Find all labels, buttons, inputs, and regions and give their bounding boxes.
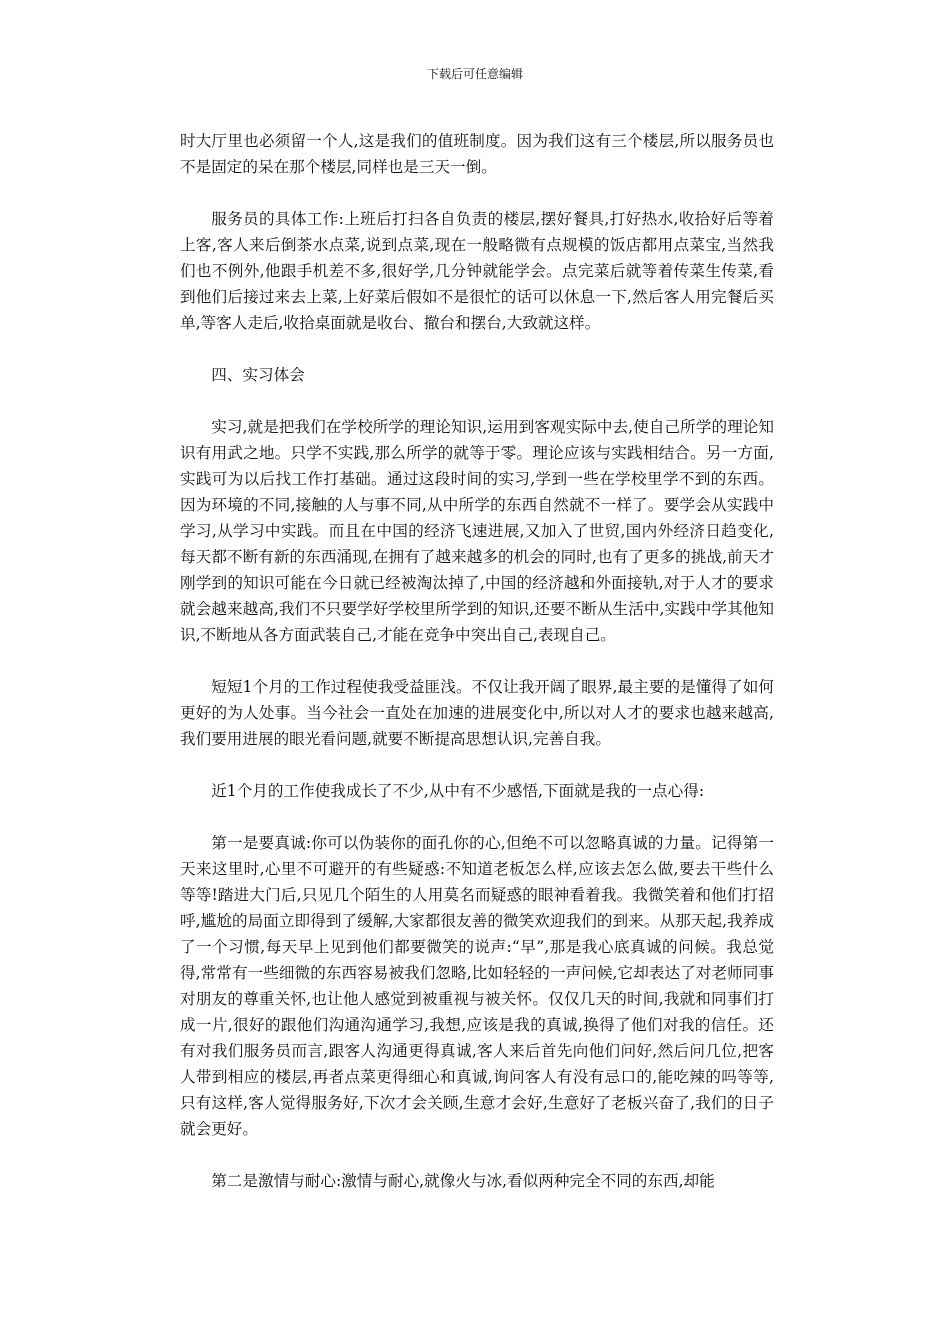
paragraph-internship-meaning: 实习,就是把我们在学校所学的理论知识,运用到客观实际中去,使自己所学的理论知识有用武之地。只学不实践,那么所学的就等于零。理论应该与实践相结合。另一方面,实践可为以后找工作打基础。通过这段时间的实习,学到一些在学校里学不到的东西。因为环境的不同,接触的人与事不同,从中所学的东西自然就不一样了。要学会从实践中学习,从学习中实践。而且在中国的经济飞速进展,又加入了世贸,国内外经济日趋变化,每天都不断有新的东西涌现,在拥有了越来越多的机会的同时,也有了更多的挑战,前天才刚学到的知识可能在今日就已经被淘汰掉了,中国的经济越和外面接轨,对于人才的要求就会越来越高,我们不只要学好学校里所学到的知识,还要不断从生活中,实践中学其他知识,不断地从各方面武装自己,才能在竞争中突出自己,表现自己。: [180, 418, 774, 644]
section-heading-internship-reflection: 四、实习体会: [211, 366, 305, 384]
paragraph-one-month-benefit: 短短1个月的工作过程使我受益匪浅。不仅让我开阔了眼界,最主要的是懂得了如何更好的为人处事。当今社会一直处在加速的进展变化中,所以对人才的要求也越来越高,我们要用进展的眼光看问题,就要不断提高思想认识,完善自我。: [180, 678, 774, 748]
paragraph-insights-intro: 近1个月的工作使我成长了不少,从中有不少感悟,下面就是我的一点心得:: [211, 782, 705, 800]
paragraph-waiter-duties: 服务员的具体工作:上班后打扫各自负责的楼层,摆好餐具,打好热水,收拾好后等着上客,客人来后倒茶水点菜,说到点菜,现在一般略微有点规模的饭店都用点菜宝,当然我们也不例外,他跟手机差不多,很好学,几分钟就能学会。点完菜后就等着传菜生传菜,看到他们后接过来去上菜,上好菜后假如不是很忙的话可以休息一下,然后客人用完餐后买单,等客人走后,收拾桌面就是收台、撤台和摆台,大致就这样。: [180, 210, 774, 332]
paragraph-passion-patience: 第二是激情与耐心:激情与耐心,就像火与冰,看似两种完全不同的东西,却能: [211, 1172, 715, 1190]
paragraph-sincerity: 第一是要真诚:你可以伪装你的面孔你的心,但绝不可以忽略真诚的力量。记得第一天来这里时,心里不可避开的有些疑惑:不知道老板怎么样,应该去怎么做,要去干些什么等等!踏进大门后,只见几个陌生的人用莫名而疑惑的眼神看着我。我微笑着和他们打招呼,尴尬的局面立即得到了缓解,大家都很友善的微笑欢迎我们的到来。从那天起,我养成了一个习惯,每天早上见到他们都要微笑的说声:“早”,那是我心底真诚的问候。我总觉得,常常有一些细微的东西容易被我们忽略,比如轻轻的一声问候,它却表达了对老师同事对朋友的尊重关怀,也让他人感觉到被重视与被关怀。仅仅几天的时间,我就和同事们打成一片,很好的跟他们沟通沟通学习,我想,应该是我的真诚,换得了他们对我的信任。还有对我们服务员而言,跟客人沟通更得真诚,客人来后首先向他们问好,然后问几位,把客人带到相应的楼层,再者点菜更得细心和真诚,询问客人有没有忌口的,能吃辣的吗等等,只有这样,客人觉得服务好,下次才会关顾,生意才会好,生意好了老板兴奋了,我们的日子就会更好。: [180, 834, 774, 1138]
page-header-note: 下载后可任意编辑: [426, 67, 523, 81]
paragraph-duty-schedule: 时大厅里也必须留一个人,这是我们的值班制度。因为我们这有三个楼层,所以服务员也不是固定的呆在那个楼层,同样也是三天一倒。: [180, 132, 774, 176]
document-body: [180, 128, 774, 1220]
